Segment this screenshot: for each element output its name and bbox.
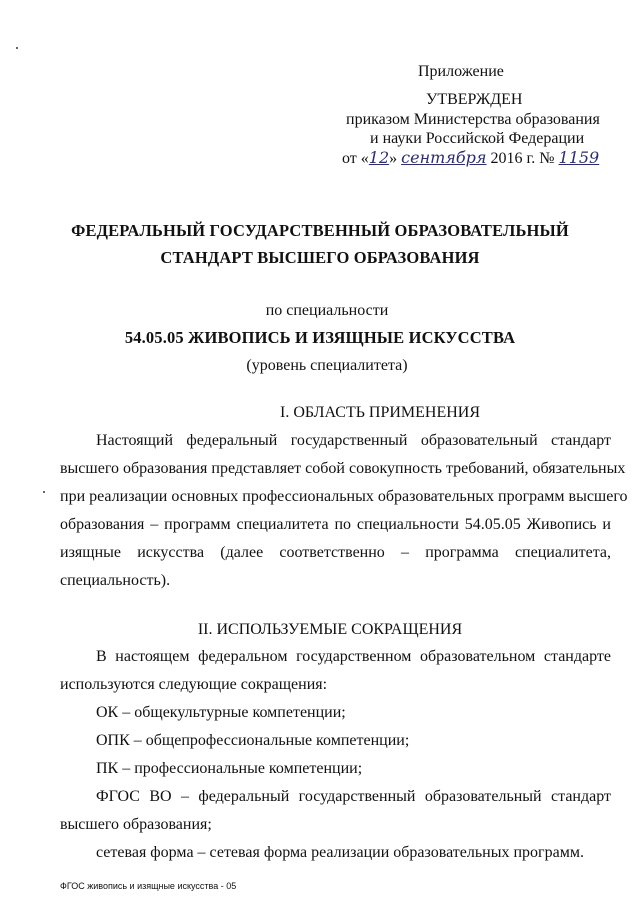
abbr-ok: ОК – общекультурные компетенции; <box>96 704 346 721</box>
abbr-pk: ПК – профессиональные компетенции; <box>96 760 363 777</box>
section-2-intro-line-1: В настоящем федеральном государственном образовательном стандарте <box>96 648 611 665</box>
level-label: (уровень специалитета) <box>246 357 408 374</box>
abbr-fgos-line-2: высшего образования; <box>60 816 212 833</box>
specialty-title: 54.05.05 ЖИВОПИСЬ И ИЗЯЩНЫЕ ИСКУССТВА <box>124 328 516 347</box>
handwritten-month: сентября <box>401 148 487 167</box>
order-line-2: и науки Российской Федерации <box>370 130 585 147</box>
date-year-number: 2016 г. № <box>490 150 555 167</box>
date-prefix: от « <box>342 150 369 167</box>
handwritten-order-number: 1159 <box>558 148 600 167</box>
abbr-network-form: сетевая форма – сетевая форма реализации образовательных программ. <box>96 844 584 861</box>
order-line-1: приказом Министерства образования <box>346 111 600 128</box>
section-1-heading: I. ОБЛАСТЬ ПРИМЕНЕНИЯ <box>279 404 481 421</box>
approved-label: УТВЕРЖДЕН <box>426 91 523 108</box>
scan-speck <box>16 47 18 49</box>
section-1-line: изящные искусства (далее соответственно – программа специалитета, <box>60 544 611 561</box>
date-mid: » <box>389 150 398 167</box>
section-1-line: Настоящий федеральный государственный образовательный стандарт <box>96 432 611 449</box>
section-2-heading: II. ИСПОЛЬЗУЕМЫЕ СОКРАЩЕНИЯ <box>197 621 463 638</box>
handwritten-day: 12 <box>368 148 390 167</box>
section-1-line: образования – программ специалитета по специальности 54.05.05 Живопись и <box>60 516 611 533</box>
section-1-line: при реализации основных профессиональных образовательных программ высшего <box>60 488 628 505</box>
abbr-opk: ОПК – общепрофессиональные компетенции; <box>96 732 410 749</box>
title-line-1: ФЕДЕРАЛЬНЫЙ ГОСУДАРСТВЕННЫЙ ОБРАЗОВАТЕЛЬНЫЙ <box>71 221 569 240</box>
appendix-label: Приложение <box>418 63 504 80</box>
order-date-line <box>342 148 599 169</box>
section-1-line: высшего образования представляет собой совокупность требований, обязательных <box>60 460 626 477</box>
scan-speck <box>43 491 45 493</box>
abbr-fgos-line-1: ФГОС ВО – федеральный государственный образовательный стандарт <box>96 788 611 805</box>
by-specialty-label: по специальности <box>265 302 389 319</box>
page-footer: ФГОС живопись и изящные искусства - 05 <box>60 881 237 891</box>
section-1-line-last: специальность). <box>60 572 171 589</box>
section-2-intro-line-2: используются следующие сокращения: <box>60 676 328 693</box>
title-line-2: СТАНДАРТ ВЫСШЕГО ОБРАЗОВАНИЯ <box>160 248 480 267</box>
